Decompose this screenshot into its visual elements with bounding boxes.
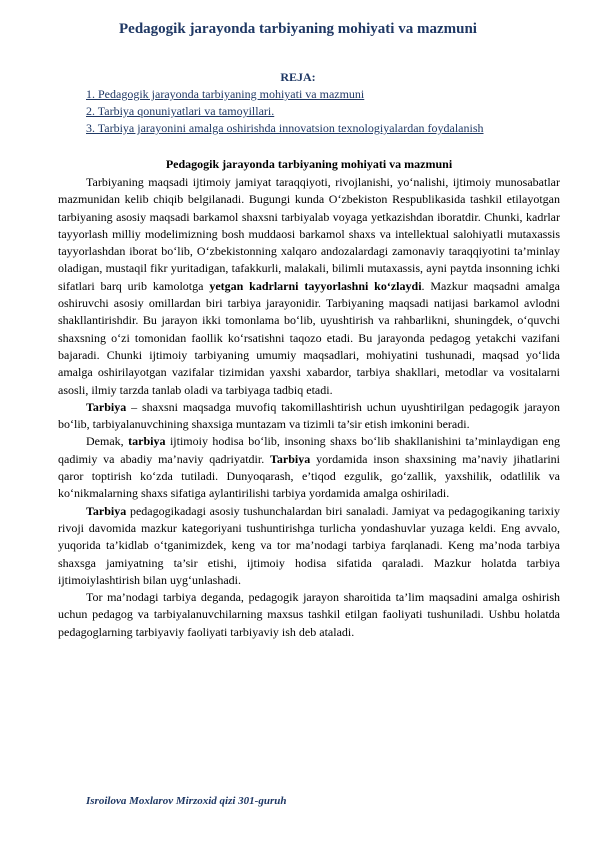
plan-heading: REJA: bbox=[280, 70, 316, 84]
paragraph-3-text-b: ijtimoiy hodisa bo‘lib, insoning shaxs bo‘lib shakllanishini ta’minlaydigan eng qadimiy va abadiy ma’naviy qadriyatdir. bbox=[58, 434, 560, 466]
plan-item-3-link[interactable]: 3. Tarbiya jarayonini amalga oshirishda innovatsion texnologiyalardan foydalanish bbox=[86, 121, 484, 135]
plan-item-1-link[interactable]: 1. Pedagogik jarayonda tarbiyaning mohiyati va mazmuni bbox=[86, 87, 365, 101]
paragraph-2-text: – shaxsni maqsadga muvofiq takomillashtirish uchun uyushtirilgan pedagogik jarayon bo‘lib, tarbiyalanuvchining shaxsiga muntazam va tizimli ta’sir etish imkonini beradi. bbox=[58, 399, 560, 432]
paragraph-4-text: pedagogikadagi asosiy tushunchalardan biri sanaladi. Jamiyat va pedagogikaning tarixiy rivoji davomida mazkur kategoriyani tushuntirishga turlicha yondashuvlar yuzaga keldi. Eng avvalo, yuqorida ta’kidlab o‘tganimizdek, keng va tor ma’nodagi tarbiya farqlanadi. Keng ma’noda tarbiya shaxsga jamiyatning ta’sir etishi, ijtimoiy hodisa sifatida qaraladi. Mazkur holatda tarbiya ijtimoiylashtirish bilan uyg‘unlashadi. bbox=[58, 503, 560, 587]
paragraph-3-text-c: yordamida inson shaxsining ma’naviy jihatlarini qaror toptirish ko‘zda tutiladi. Dunyoqarash, e’tiqod ezgulik, go‘zallik, yaxshilik, odatlilik va ko‘nikmalarning shaxs sifatiga aylantirilishi tarbiya yordamida amalga oshiriladi. bbox=[58, 451, 560, 501]
paragraph-3-term-2: Tarbiya bbox=[270, 451, 311, 466]
paragraph-1 bbox=[58, 174, 560, 399]
paragraph-2-term: Tarbiya bbox=[86, 399, 127, 414]
paragraph-5: Tor ma’nodagi tarbiya deganda, pedagogik jarayon sharoitida ta’lim maqsadini amalga oshirish uchun pedagog va tarbiyalanuvchilarning maxsus tashkil etilgan faoliyati tushuniladi. Ushbu holatda pedagoglarning tarbiyaviy faoliyati tarbiyaviy ish deb ataladi. bbox=[58, 590, 560, 639]
body-text bbox=[58, 156, 560, 641]
document-title: Pedagogik jarayonda tarbiyaning mohiyati va mazmuni bbox=[119, 21, 477, 37]
paragraph-2 bbox=[58, 399, 560, 434]
paragraph-3 bbox=[58, 433, 560, 502]
plan-list bbox=[86, 86, 586, 137]
paragraph-3-term-1: tarbiya bbox=[128, 434, 166, 449]
paragraph-3-text-a: Demak, bbox=[86, 434, 129, 449]
paragraph-1-text-a: Tarbiyaning maqsadi ijtimoiy jamiyat taraqqiyoti, rivojlanishi, yo‘nalishi, ijtimoiy munosabatlar mazmunidan kelib chiqib belgilanadi. Bugungi kunda O‘zbekiston Respublikasida tashkil etilayotgan tarbiyaning asosiy maqsadi barkamol shaxsni tarbiyalab voyaga yetkazishdan iboratdir. Chunki, kadrlar tayyorlash milliy modelimizning bosh muddaosi barkamol shaxs va intellektual salohiyatli mutaxassis tayyorlashdan iborat bo‘lib, O‘zbekistonning xalqaro andozalardagi zamonaviy taraqqiyotini ta’minlay oladigan, mustaqil fikr yuritadigan, tafakkurli, malakali, bilimli mutaxassis, ayni paytda insonning ichki sifatlari barq urib kamolotga bbox=[58, 175, 560, 293]
footer-author: Isroilova Moxlarov Mirzoxid qizi 301-guruh bbox=[86, 795, 287, 807]
paragraph-4-term: Tarbiya bbox=[86, 503, 127, 518]
section-title: Pedagogik jarayonda tarbiyaning mohiyati va mazmuni bbox=[165, 157, 453, 171]
paragraph-1-text-b: . Mazkur maqsadni amalga oshiruvchi asosiy omillardan biri tarbiya jarayonidir. Tarbiyaning maqsadi natijasi barkamol avlodni shakllantirishdir. Bu jarayon ikki tomonlama bo‘lib, uyushtirish va rahbarlikni, shuningdek, o‘quvchi shaxsning o‘zi tomonidan faollik ko‘rsatishni taqozo etadi. Bu jarayonda pedagog yetakchi vazifani bajaradi. Chunki ijtimoiy tarbiyaning umumiy maqsadlari, mohiyatini tushunadi, maqsad yo‘lida amalga oshirilayotgan vazifalar tizimidan yaxshi xabardor, tarbiya shakllari, metodlar va vositalarni asosli, ilmiy tarzda tanlab oladi va tarbiyaga tadbiq etadi. bbox=[58, 278, 560, 397]
plan-item-2-link[interactable]: 2. Tarbiya qonuniyatlari va tamoyillari. bbox=[86, 104, 275, 118]
paragraph-1-bold: yetgan kadrlarni tayyorlashni ko‘zlaydi bbox=[209, 278, 422, 293]
paragraph-4 bbox=[58, 503, 560, 589]
